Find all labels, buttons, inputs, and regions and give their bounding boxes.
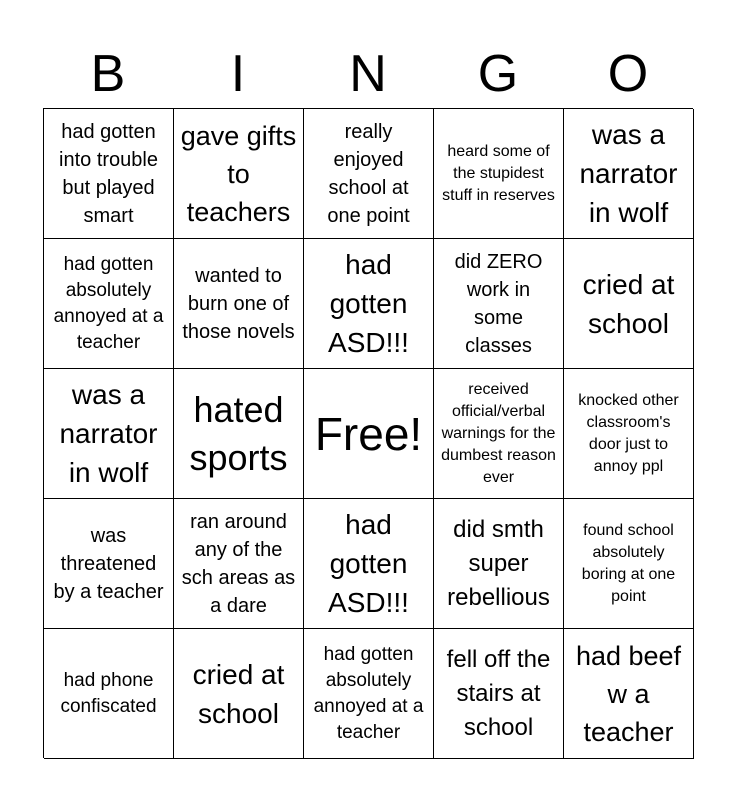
bingo-cell[interactable]	[44, 239, 174, 369]
title-letter-o: O	[607, 45, 649, 103]
cell-text: gave gifts to teachers	[180, 120, 297, 227]
bingo-cell[interactable]	[304, 109, 434, 239]
cell-text: had gotten into trouble but played smart	[59, 120, 158, 227]
cell-text: cried at school	[192, 658, 285, 729]
title-letter-b: B	[90, 45, 126, 103]
cell-text: was a narrator in wolf	[579, 119, 678, 228]
free-space-text: Free!	[314, 407, 423, 460]
cell-text: ran around any of the sch areas as a dare	[181, 510, 296, 617]
bingo-board	[43, 108, 693, 758]
cell-text: heard some of the stupidest stuff in reserves	[442, 142, 555, 204]
bingo-cell[interactable]	[174, 239, 304, 369]
cell-text: did ZERO work in some classes	[454, 250, 543, 357]
title-letter-g: G	[477, 45, 519, 103]
cell-text: received official/verbal warnings for the dumbest reason ever	[441, 380, 556, 486]
cell-text: knocked other classroom's door just to annoy ppl	[578, 391, 679, 475]
cell-text: hated sports	[189, 388, 288, 478]
bingo-title	[43, 40, 693, 108]
bingo-cell[interactable]	[174, 369, 304, 499]
cell-text: had gotten ASD!!!	[328, 509, 409, 618]
bingo-cell[interactable]	[434, 499, 564, 629]
cell-text: had gotten absolutely annoyed at a teacher	[313, 643, 424, 743]
title-letter-n: N	[349, 45, 387, 103]
cell-text: was threatened by a teacher	[53, 524, 164, 603]
bingo-cell[interactable]	[174, 629, 304, 759]
bingo-cell[interactable]	[44, 369, 174, 499]
cell-text: was a narrator in wolf	[59, 379, 158, 488]
cell-text: really enjoyed school at one point	[327, 120, 410, 227]
cell-text: found school absolutely boring at one point	[581, 521, 676, 605]
free-space-cell[interactable]	[304, 369, 434, 499]
cell-text: had gotten absolutely annoyed at a teacher	[53, 253, 164, 353]
cell-text: cried at school	[582, 268, 675, 339]
bingo-cell[interactable]	[44, 629, 174, 759]
cell-text: had phone confiscated	[60, 669, 157, 717]
bingo-cell[interactable]	[434, 369, 564, 499]
bingo-cell[interactable]	[564, 109, 694, 239]
bingo-cell[interactable]	[304, 629, 434, 759]
bingo-cell[interactable]	[44, 499, 174, 629]
bingo-cell[interactable]	[564, 369, 694, 499]
cell-text: fell off the stairs at school	[446, 645, 551, 741]
bingo-cell[interactable]	[304, 499, 434, 629]
bingo-cell[interactable]	[564, 239, 694, 369]
bingo-cell[interactable]	[304, 239, 434, 369]
bingo-cell[interactable]	[434, 239, 564, 369]
bingo-cell[interactable]	[564, 499, 694, 629]
bingo-cell[interactable]	[564, 629, 694, 759]
bingo-cell[interactable]	[44, 109, 174, 239]
title-letter-i: I	[230, 45, 246, 103]
bingo-cell[interactable]	[434, 629, 564, 759]
cell-text: had gotten ASD!!!	[328, 249, 409, 358]
cell-text: wanted to burn one of those novels	[182, 264, 295, 343]
cell-text: did smth super rebellious	[447, 515, 550, 611]
cell-text: had beef w a teacher	[575, 640, 682, 747]
bingo-cell[interactable]	[174, 109, 304, 239]
bingo-cell[interactable]	[434, 109, 564, 239]
bingo-cell[interactable]	[174, 499, 304, 629]
